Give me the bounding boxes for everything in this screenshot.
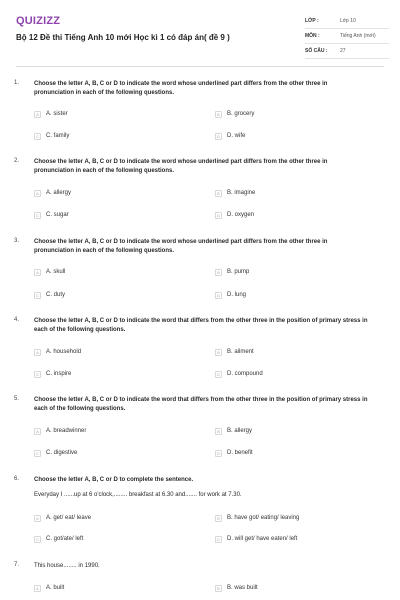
- option-letter-box: B: [215, 111, 222, 118]
- option-a[interactable]: [34, 109, 68, 119]
- option-c[interactable]: [34, 131, 69, 141]
- option-label: C. inspire: [46, 371, 72, 377]
- option-c[interactable]: [34, 448, 77, 458]
- option-a[interactable]: [34, 188, 71, 198]
- option-label: B. allergy: [227, 428, 253, 434]
- option-d[interactable]: [215, 534, 297, 544]
- option-label: D. compound: [227, 371, 263, 377]
- meta-label: LỚP :: [305, 18, 319, 24]
- option-c[interactable]: [34, 210, 69, 220]
- question-number: 5.: [14, 396, 20, 402]
- option-label: B. have got/ eating/ leaving: [227, 515, 300, 521]
- question-text: Choose the letter A, B, C or D to indicate the word that differs from the other three in the position of primary stress in each of the following questions.: [34, 397, 368, 412]
- option-c[interactable]: [34, 369, 71, 379]
- question-text: This house........ in 1990.: [34, 563, 100, 569]
- option-letter-box: B: [215, 190, 222, 197]
- question-text: Choose the letter A, B, C or D to indicate the word whose underlined part differs from the other three in pronunciation in each of the following questions.: [34, 159, 328, 174]
- option-a[interactable]: [34, 583, 64, 593]
- question-text: Choose the letter A, B, C or D to complete the sentence.: [34, 477, 194, 483]
- option-letter-box: B: [215, 428, 222, 435]
- question-context: Everyday I ......up at 6 o'clock,........ breakfast at 6.30 and....... for work at 7.30.: [34, 492, 242, 498]
- option-letter-box: C: [34, 292, 41, 299]
- option-label: C. got/ate/ left: [46, 536, 84, 542]
- option-label: D. will get/ have eaten/ left: [227, 536, 298, 542]
- option-letter-box: D: [215, 450, 222, 457]
- option-label: B. pump: [227, 269, 250, 275]
- option-letter-box: A: [34, 585, 41, 592]
- meta-value: Tiếng Anh (mới): [340, 33, 376, 39]
- meta-label: MÔN :: [305, 33, 320, 39]
- option-d[interactable]: [215, 290, 246, 300]
- meta-row-count: [305, 44, 389, 59]
- option-label: A. allergy: [46, 190, 72, 196]
- option-label: C. sugar: [46, 212, 69, 218]
- question-number: 7.: [14, 562, 20, 568]
- option-letter-box: C: [34, 450, 41, 457]
- header-divider: [16, 66, 384, 67]
- option-label: A. sister: [46, 111, 68, 117]
- option-letter-box: C: [34, 371, 41, 378]
- option-label: A. get/ eat/ leave: [46, 515, 92, 521]
- option-a[interactable]: [34, 267, 65, 277]
- option-letter-box: A: [34, 515, 41, 522]
- option-d[interactable]: [215, 448, 253, 458]
- option-letter-box: C: [34, 212, 41, 219]
- option-label: B. ailment: [227, 349, 254, 355]
- option-label: B. was built: [227, 585, 258, 591]
- option-c[interactable]: [34, 290, 65, 300]
- option-letter-box: B: [215, 515, 222, 522]
- question-number: 3.: [14, 238, 20, 244]
- question-text: Choose the letter A, B, C or D to indicate the word whose underlined part differs from the other three in pronunciation in each of the following questions.: [34, 239, 328, 254]
- quizizz-logo: QUIZIZZ: [16, 15, 61, 27]
- option-label: D. benefit: [227, 450, 253, 456]
- option-letter-box: D: [215, 133, 222, 140]
- option-label: C. digestive: [46, 450, 78, 456]
- option-letter-box: B: [215, 269, 222, 276]
- question-number: 4.: [14, 317, 20, 323]
- meta-value: 27: [340, 48, 346, 54]
- option-letter-box: A: [34, 111, 41, 118]
- option-d[interactable]: [215, 131, 245, 141]
- option-d[interactable]: [215, 369, 263, 379]
- meta-row-class: [305, 14, 389, 29]
- option-label: D. lung: [227, 292, 247, 298]
- question-number: 2.: [14, 158, 20, 164]
- option-b[interactable]: [215, 513, 299, 523]
- option-letter-box: D: [215, 371, 222, 378]
- meta-table: [305, 14, 389, 59]
- meta-row-subject: [305, 29, 389, 44]
- page-title: Bộ 12 Đề thi Tiếng Anh 10 mới Học kì 1 có đáp án( đề 9 ): [16, 33, 230, 42]
- option-label: A. household: [46, 349, 82, 355]
- option-letter-box: D: [215, 292, 222, 299]
- option-letter-box: B: [215, 349, 222, 356]
- option-letter-box: D: [215, 212, 222, 219]
- option-letter-box: A: [34, 349, 41, 356]
- option-a[interactable]: [34, 513, 91, 523]
- option-label: A. built: [46, 585, 65, 591]
- question-number: 6.: [14, 476, 20, 482]
- question-text: Choose the letter A, B, C or D to indicate the word whose underlined part differs from the other three in pronunciation in each of the following questions.: [34, 81, 328, 96]
- option-b[interactable]: [215, 267, 249, 277]
- option-letter-box: C: [34, 536, 41, 543]
- option-b[interactable]: [215, 583, 258, 593]
- question-number: 1.: [14, 80, 20, 86]
- option-label: C. duty: [46, 292, 66, 298]
- question-text: Choose the letter A, B, C or D to indicate the word that differs from the other three in the position of primary stress in each of the following questions.: [34, 318, 368, 333]
- option-letter-box: D: [215, 536, 222, 543]
- worksheet-header: [0, 0, 400, 62]
- option-letter-box: A: [34, 428, 41, 435]
- option-label: A. skull: [46, 269, 66, 275]
- option-letter-box: A: [34, 269, 41, 276]
- option-a[interactable]: [34, 426, 86, 436]
- option-b[interactable]: [215, 188, 255, 198]
- option-d[interactable]: [215, 210, 254, 220]
- option-b[interactable]: [215, 347, 254, 357]
- meta-value: Lớp 10: [340, 18, 356, 24]
- option-label: D. wife: [227, 133, 246, 139]
- option-label: D. oxygen: [227, 212, 255, 218]
- option-label: A. breadwinner: [46, 428, 87, 434]
- option-a[interactable]: [34, 347, 81, 357]
- option-label: B. imagine: [227, 190, 256, 196]
- meta-label: SỐ CÂU :: [305, 48, 328, 54]
- option-letter-box: C: [34, 133, 41, 140]
- option-label: C. family: [46, 133, 70, 139]
- option-label: B. grocery: [227, 111, 255, 117]
- option-c[interactable]: [34, 534, 83, 544]
- option-letter-box: B: [215, 585, 222, 592]
- option-b[interactable]: [215, 426, 252, 436]
- option-b[interactable]: [215, 109, 254, 119]
- option-letter-box: A: [34, 190, 41, 197]
